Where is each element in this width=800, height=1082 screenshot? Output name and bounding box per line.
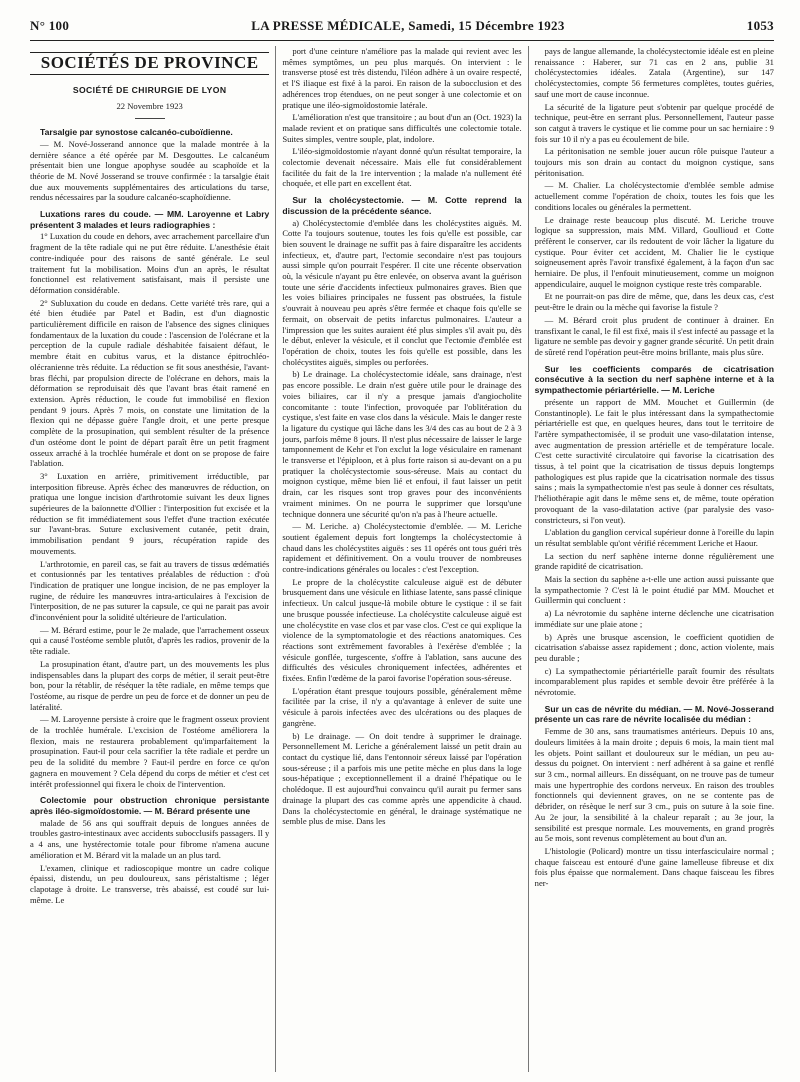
paragraph: b) Après une brusque ascension, le coefficient quotidien de cicatrisation s'abaisse assez rapidement ; donc, action violente, mais peu durable ; bbox=[534, 631, 774, 663]
header-rule bbox=[30, 40, 774, 41]
paragraph: La sécurité de la ligature peut s'obtenir par quelque procédé de technique, peut-être en serrant plus. Personnellement, l'auteur passe son catgut à travers le cystique et lie comme pour un sac herniaire : 9 fois sur 10 il n'y a pas eu écoulement de bile. bbox=[534, 101, 774, 144]
paragraph: Le drainage reste beaucoup plus discuté. M. Leriche trouve logique sa suppression, mais MM. Villard, Goullioud et Cotte préfèrent le conserver, car ils redoutent de voir lâcher la ligature du cystique. Pour éviter cet accident, M. Chalier lie le cystique soigneusement après l'avoir transfixé également, à la façon d'un sac herniaire. De plus, il l'enfouit minutieusement, comme un moignon appendiculaire, auquel le moignon cystique reste très comparable. bbox=[534, 214, 774, 289]
paragraph: pays de langue allemande, la cholécystectomie idéale est en pleine renaissance : Haberer, sur 71 cas en 2 ans, publie 31 cholécystectomies idéales. Zatala (Argentine), sur 147 cholécystectomies, compte 56 fermetures complètes, toutes guéries, sauf une mort de cause inconnue. bbox=[534, 46, 774, 99]
column-2 bbox=[275, 46, 521, 1072]
issue-number: N° 100 bbox=[30, 18, 70, 33]
paragraph: 2° Subluxation du coude en dedans. Cette variété très rare, qui a été bien étudiée par Patel et Badin, est d'un diagnostic particulièrement difficile en raison de l'absence des signes cliniques fondamentaux de la luxation du coude : l'ascension de l'olécrane et la perception de la cupule radiale déshabitée faisaient défaut, le membre était en cubitus varus, et la distance épitrochléo-olécranienne très réduite. La réduction se fit sous anesthésie, l'avant-bras fléchi, par propulsion directe de l'olécrane en dehors, mais la déformation se reproduisait dès que l'avant bras était ramené en extension. Après réduction, le coude fut immobilisé en flexion pendant 9 jours. Après 7 mois, on constate une limitation de la flexion qui ne dépasse guère l'angle droit, et une perte presque complète de la prosupination, qui semblent résulter de la présence d'un ostéome dont le point de départ paraît être un petit fragment osseux arraché à la trochlée humérale et dont on se propose de faire l'ablation. bbox=[30, 297, 270, 469]
column-1 bbox=[30, 46, 269, 1072]
paragraph: L'arthrotomie, en pareil cas, se fait au travers de tissus œdématiés et contusionnés par les tentatives préalables de réduction : d'où l'indication de pratiquer une longue incision, de ne pas employer la rugine, de réduire les manœuvres intra-articulaires à l'excision de l'interposition, de ne pas suturer la capsule, ce qui ne parait pas avoir d'inconvénient pour la solidité ultérieure de l'articulation. bbox=[30, 558, 270, 623]
paragraph: a) Cholécystectomie d'emblée dans les cholécystites aiguës. M. Cotte l'a toujours soutenue, toutes les fois qu'elle est possible, car bien souvent le drainage ne suffit pas à faire disparaître les accidents infectieux, et, d'autre part, l'ectomie secondaire n'est pas toujours aussi simple qu'on pourrait l'espérer. Il cite une récente observation où, la vésicule n'ayant pu être enlevée, on observa avant la guérison toute une série d'accidents infectieux pulmonaires graves. Bien que les voies biliaires principales ne fussent pas obstruées, la fistule s'ouvrait à nouveau peu après s'être fermée et chaque fois qu'elle se fermait, on observait de petits infarctus pulmonaires. L'auteur a l'impression que les suites auraient été plus simples s'il avait pu, dès le début, enlever la vésicule, et il conclut que l'ectomie d'emblée est l'opération de choix, toutes les fois qu'elle est possible, dans les cholécystites aiguës, simples ou perforées. bbox=[282, 217, 522, 367]
paragraph: La section du nerf saphène interne donne régulièrement une grande rapidité de cicatrisation. bbox=[534, 550, 774, 572]
paragraph: Femme de 30 ans, sans traumatismes antérieurs. Depuis 10 ans, douleurs limitées à la main droite ; depuis 6 mois, la main tient mal les objets. Point saillant et douloureux sur le médian, un peu au-dessus du poignet. On intervient : nerf adhérent à sa gaine et renflé sur 3 cm., normal ailleurs. En disséquant, on ne trouve pas de tumeur mais une hypertrophie des cordons nerveux. En raison des troubles fonctionnels qui deviennent graves, on ne se contente pas de débrider, on résèque le nerf sur 3 cm., puis on suture à la soie fine. Au 2e jour, la sensibilité à la chaleur reparaît ; au 3e jour, la sensibilité est presque normale. Les mouvements, en grand progrès au 5e mois, sont revenus complètement au bout d'un an. bbox=[534, 726, 774, 844]
society-name: SOCIÉTÉ DE CHIRURGIE DE LYON bbox=[72, 84, 227, 95]
running-header bbox=[30, 18, 774, 40]
page-number: 1053 bbox=[746, 18, 774, 33]
paragraph: Et ne pourrait-on pas dire de même, que, dans les deux cas, c'est peut-être le drain ou la mèche qui favorise la fistule ? bbox=[534, 291, 774, 313]
article-heading: Colectomie pour obstruction chronique persistante après iléo-sigmoïdostomie. — M. Bérard présente une bbox=[30, 795, 270, 816]
article-heading: Tarsalgie par synostose calcanéo-cuboïdienne. bbox=[40, 127, 233, 138]
journal-title: LA PRESSE MÉDICALE, Samedi, 15 Décembre 1923 bbox=[251, 18, 565, 33]
session-date: 22 Novembre 1923 bbox=[116, 101, 183, 112]
paragraph: L'ablation du ganglion cervical supérieur donne à l'oreille du lapin un résultat semblable qu'ont vérifié récemment Leriche et Haour. bbox=[534, 527, 774, 548]
paragraph: L'examen, clinique et radioscopique montre un cadre colique épaissi, distendu, un peu douloureux, sans péristaltisme ; léger clapotage à droite. Le transverse, très abaissé, est coudé sur lui-même. Le bbox=[30, 862, 270, 905]
paragraph: — M. Bérard croit plus prudent de continuer à drainer. En transfixant le canal, le fil est fixé, mais il s'est infecté au passage et la ligature ne semble pas devoir y gagner grande sécurité. Un petit drain de sûreté rend l'opération peut-être moins brillante, mais plus sûre. bbox=[534, 314, 774, 357]
paragraph: La péritonisation ne semble jouer aucun rôle puisque l'auteur a toujours mis son drain au contact du moignon cystique, sans péritonisation. bbox=[534, 146, 774, 178]
paragraph: L'amélioration n'est que transitoire ; au bout d'un an (Oct. 1923) la malade revient et on pratique sans difficultés une colectomie totale. Suites simples, ventre souple, plat, indolore. bbox=[282, 112, 522, 144]
paragraph: 3° Luxation en arrière, primitivement irréductible, par interposition fibreuse. Après échec des manœuvres de réduction, on pratiqua une longue incision d'arthrotomie suivant les deux lignes supérieures de la baïonnette d'Ollier : l'interposition fut excisée et la réduction se fit immédiatement sous l'effet d'une traction exécutée sur l'avant-bras. Suture exclusivement cutanée, petit drain, immobilisation pendant 9 jours, récupération rapide des mouvements. bbox=[30, 470, 270, 556]
paragraph: L'opération étant presque toujours possible, généralement même facilitée par la crise, il n'y a qu'avantage à enlever de suite une vésicule à parois infectées avec des ulcérations ou des plaques de gangrène. bbox=[282, 685, 522, 728]
article-heading: Sur la cholécystectomie. — M. Cotte reprend la discussion de la précédente séance. bbox=[282, 195, 522, 216]
paragraph: c) La sympathectomie périartérielle paraît fournir des résultats incomparablement plus rapides et semble devoir être préférée à la névrotomie. bbox=[534, 665, 774, 698]
paragraph: Le propre de la cholécystite calculeuse aiguë est de débuter brusquement dans une vésicule en lithiase latente, sans passé clinique infectieux. Un calcul jusque-là mobile obture le cystique : il se fait une brusque poussée infectieuse. La cholécystite calculeuse aiguë est une cholécystite en vase clos et par vase clos. C'est ce qui explique la violence de la symptomatologie et des réactions anatomiques. Ces réactions sont extrêmement favorables à l'exérèse d'emblée ; la vésicule gonflée, turgescente, s'offre à l'ablation, sans aucune des difficultés des vésicules chroniquement infectées, adhérentes et fixées. Enfin l'œdème de la paroi favorise l'opération sous-séreuse. bbox=[282, 576, 522, 684]
paragraph: — M. Laroyenne persiste à croire que le fragment osseux provient de la trochlée humérale. L'excision de l'ostéome améliorera la flexion, mais ne restaurera probablement qu'imparfaitement la prosupination. Faut-il pour cela sacrifier la tête radiale et perdre un peu de la solidité du membre ? Faut-il perdre en force ce qu'on gagnera en mouvement ? Cela dépend du corps de métier et c'est cet intérêt professionnel qui fixera le choix de l'intervention. bbox=[30, 714, 270, 789]
column-3 bbox=[528, 46, 774, 1072]
paragraph: malade de 56 ans qui souffrait depuis de longues années de troubles gastro-intestinaux avec accidents subocclusifs passagers. Il y a 4 ans, une hystérectomie totale pour fibrome n'amena aucune amélioration et M. Bérard vit la malade un an plus tard. bbox=[30, 817, 270, 860]
paragraph: — M. Bérard estime, pour le 2e malade, que l'arrachement osseux qui a causé l'ostéome semble plutôt, d'après les radios, provenir de la tête radiale. bbox=[30, 624, 270, 657]
paragraph: présente un rapport de MM. Mouchet et Guillermin (de Constantinople). Le fait le plus intéressant dans la sympathectomie périartérielle est que, en quelques heures, dans tout le territoire de l'artère sympathectomisée, il se produit une vaso-dilatation intense, avec augmentation de pression artérielle et de température locale. C'est cette suractivité circulatoire qui favorise la cicatrisation des tissus, à tel point que la cicatrisation de tissus depuis longtemps pathologiques est plus rapide que la cicatrisation normale des tissus sains ; mais la sympathectomie n'est pas seule à donner ces résultats, l'héliothérapie agit dans le même sens et, de même, toute opération provoquant de la vaso-dilatation active (par paralysie des vaso-constricteurs, si l'on veut). bbox=[534, 396, 774, 525]
paragraph: b) Le drainage. — On doit tendre à supprimer le drainage. Personnellement M. Leriche a généralement laissé un petit drain au contact du cystique lié, dans l'entonnoir séreux laissé par l'opération sous-séreuse ; il a parfois mis une petite mèche en plus dans la loge sous-hépatique ; exceptionnellement il a drainé l'hépatique ou le cholédoque. Il est aujourd'hui convaincu qu'il aurait pu fermer sans drainage la plupart des cas comme après une appendicite à chaud. Dans la cholécystectomie en général, le drainage systématique ne semble plus de mise. Dans les bbox=[282, 730, 522, 827]
article-heading: Luxations rares du coude. — MM. Laroyenne et Labry présentent 3 malades et leurs radiographies : bbox=[30, 209, 270, 230]
paragraph: — M. Chalier. La cholécystectomie d'emblée semble admise actuellement comme l'opération de choix, toutes les fois que les conditions locales ou générales la permettent. bbox=[534, 180, 774, 212]
paragraph: 1° Luxation du coude en dehors, avec arrachement parcellaire d'un fragment de la tête radiale qui ne put être réduite. L'anesthésie était contre-indiquée pour des raisons de santé générale. Le seul traitement fut la mobilisation. Moins d'un an après, le résultat fonctionnel est relativement satisfaisant, mais il persiste une déformation considérable. bbox=[30, 231, 270, 295]
paragraph: port d'une ceinture n'améliore pas la malade qui revient avec les mêmes symptômes, un peu plus marqués. On intervient : le transverse ptosé est très distendu, l'iléon adhère à un ovaire respecté, et l'S iliaque est fixé à la paroi. En raison de la subocclusion et des adhérences trop étendues, on ne peut songer à une colectomie et on pratique une iléo-sigmoïdostomie latérale. bbox=[282, 46, 522, 110]
paragraph: L'iléo-sigmoïdostomie n'ayant donné qu'un résultat temporaire, la colectomie devenait nécessaire. Mais elle fut considérablement facilitée du fait de la 1re intervention ; la malade n'a nullement été choquée, et elle part en excellent état. bbox=[282, 146, 522, 189]
section-title: SOCIÉTÉS DE PROVINCE bbox=[30, 52, 269, 75]
divider bbox=[135, 118, 165, 119]
paragraph: b) Le drainage. La cholécystectomie idéale, sans drainage, n'est pas encore possible. Le drain n'est guère utile pour le drainage des voies biliaires, car il n'y a presque jamais d'angiocholite concomitante : toute l'infection, provoquée par l'oblitération du cystique, s'est faite en vase clos dans la vésicule. Mais le danger reste la ligature du cystique qui lâche dans les 3/4 des cas au bout de 2 à 3 jours, parfois même 8 jours. Il n'est plus nécessaire de laisser le large tamponnement de Kehr et l'on exclut la loge vésiculaire en ramenant le transverse et l'épiploon, et à plus forte raison si au-devant on a pu pratiquer la cholécystectomie sous-séreuse. Mais au contact du moignon cystique, même bien lié et enfoui, il faut laisser un petit drain, car les risques sont trop graves pour des inconvénients vraiment minimes. On ne pourra le supprimer que lorsqu'une technique donnera une sécurité qu'on n'a pas à l'heure actuelle. bbox=[282, 369, 522, 519]
article-heading: Sur les coefficients comparés de cicatrisation consécutive à la section du nerf saphène interne et à la sympathectomie périartérielle. — M. Leriche bbox=[534, 363, 774, 396]
paragraph: La prosupination étant, d'autre part, un des mouvements les plus indispensables dans la plupart des corps de métier, il serait peut-être bon, pour la rétablir, de réséquer la tête radiale, en même temps que l'ostéome, au risque de perdre un peu de force et de donner un peu de latéralité. bbox=[30, 658, 270, 712]
paragraph: L'histologie (Policard) montre un tissu interfasciculaire normal ; chaque faisceau est entouré d'une gaine lamelleuse fibreuse et dix fois plus épaisse que normalement. Dans chaque faisceau les fibres ner- bbox=[534, 845, 774, 889]
article-columns bbox=[30, 46, 774, 1072]
paragraph: a) La névrotomie du saphène interne déclenche une cicatrisation immédiate sur une plaie atone ; bbox=[534, 608, 774, 629]
article-heading: Sur un cas de névrite du médian. — M. Nové-Josserand présente un cas rare de névrite localisée du médian : bbox=[534, 703, 774, 725]
paragraph: Mais la section du saphène a-t-elle une action aussi puissante que la sympathectomie ? C'est là le point étudié par MM. Mouchet et Guillermin qui concluent : bbox=[534, 574, 774, 606]
paragraph: — M. Leriche. a) Cholécystectomie d'emblée. — M. Leriche soutient également depuis fort longtemps la cholécystectomie à chaud dans les cholécystites aiguës : ses 11 opérés ont tous guéri très rapidement et définitivement. On a voulu trouver de nombreuses contre-indications générales ou locales : c'est l'exception. bbox=[282, 521, 522, 575]
paragraph: — M. Nové-Josserand annonce que la malade montrée à la dernière séance a été opérée par M. Desgouttes. Le calcanéum présentait bien une longue apophyse soudée au scaphoïde et la théorie de M. Nové Josserand se trouve confirmée : la tarsalgie était due aux mouvements supplémentaires des articulations du tarse, rendus nécessaires par la soudure calcanéo-scaphoïdienne. bbox=[30, 138, 270, 203]
